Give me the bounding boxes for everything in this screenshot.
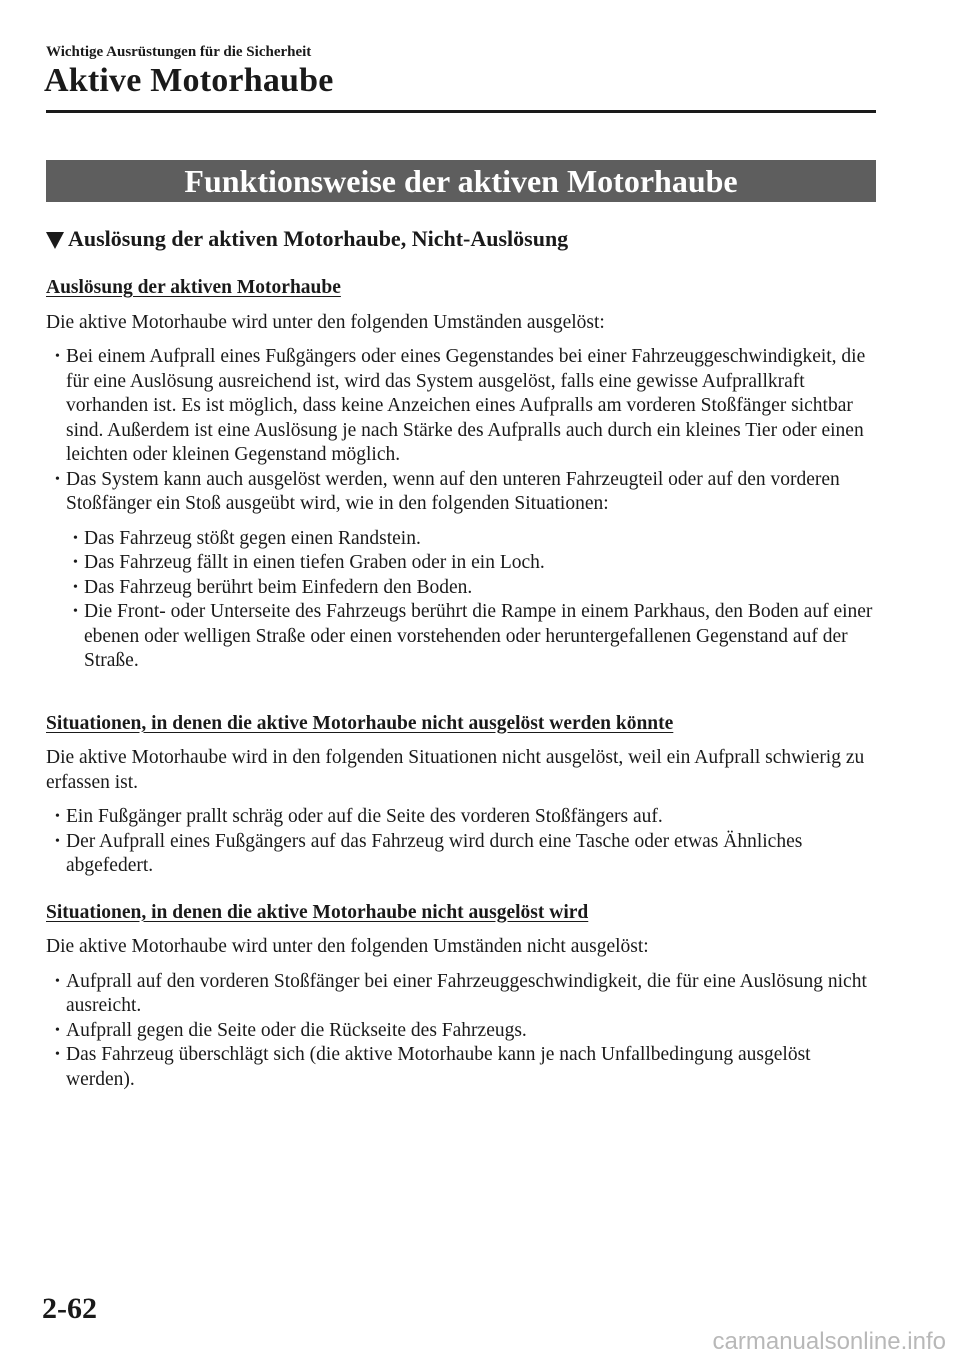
block-heading: Situationen, in denen die aktive Motorhaube nicht ausgelöst werden könnte — [46, 712, 674, 734]
list-item: • Ein Fußgänger prallt schräg oder auf die Seite des vorderen Stoßfängers auf. — [46, 805, 876, 830]
breadcrumb: Wichtige Ausrüstungen für die Sicherheit — [46, 44, 312, 60]
block-heading: Situationen, in denen die aktive Motorhaube nicht ausgelöst wird — [46, 901, 589, 923]
list-item: • Aufprall gegen die Seite oder die Rückseite des Fahrzeugs. — [46, 1019, 876, 1044]
list-item: • Das System kann auch ausgelöst werden, wenn auf den unteren Fahrzeugteil oder auf den vorderen Stoßfänger ein Stoß ausgeübt wird, wie in den folgenden Situationen: — [46, 468, 876, 517]
list-item: • Bei einem Aufprall eines Fußgängers oder eines Gegenstandes bei einer Fahrzeuggeschwindigkeit, die für eine Auslösung ausreichend ist, wird das System ausgelöst, falls eine gewisse Aufprallkraft vorhanden ist. Es ist möglich, dass keine Anzeichen eines Aufpralls am vorderen Stoßfänger sichtbar sind. Außerdem ist eine Auslösung je nach Stärke des Aufpralls auch durch ein kleines Tier oder einen leichten oder kleinen Gegenstand möglich. — [46, 345, 876, 468]
section-banner: Funktionsweise der aktiven Motorhaube — [46, 160, 876, 202]
subsection-title: Auslösung der aktiven Motorhaube, Nicht-Auslösung — [68, 226, 569, 251]
block-intro: Die aktive Motorhaube wird in den folgenden Situationen nicht ausgelöst, weil ein Aufprall schwierig zu erfassen ist. — [46, 747, 865, 793]
list-item: • Aufprall auf den vorderen Stoßfänger bei einer Fahrzeuggeschwindigkeit, die für eine Auslösung nicht ausreicht. — [46, 970, 876, 1019]
block-intro: Die aktive Motorhaube wird unter den folgenden Umständen nicht ausgelöst: — [46, 936, 649, 957]
bullet-list — [46, 805, 876, 879]
list-item: • Das Fahrzeug überschlägt sich (die aktive Motorhaube kann je nach Unfallbedingung ausgelöst werden). — [46, 1043, 876, 1092]
list-item: • Das Fahrzeug stößt gegen einen Randstein. — [64, 527, 876, 552]
watermark: carmanualsonline.info — [712, 1328, 946, 1355]
triangle-down-icon — [46, 232, 64, 249]
sub-bullet-list — [46, 527, 876, 674]
block-heading: Auslösung der aktiven Motorhaube — [46, 277, 341, 298]
list-item: • Das Fahrzeug berührt beim Einfedern den Boden. — [64, 576, 876, 601]
bullet-list — [46, 345, 876, 517]
block-intro: Die aktive Motorhaube wird unter den folgenden Umständen ausgelöst: — [46, 311, 605, 333]
list-item: • Das Fahrzeug fällt in einen tiefen Graben oder in ein Loch. — [64, 551, 876, 576]
header-divider — [46, 110, 876, 113]
page-content — [46, 276, 876, 1092]
list-item: • Der Aufprall eines Fußgängers auf das Fahrzeug wird durch eine Tasche oder etwas Ähnliches abgefedert. — [46, 830, 876, 879]
chapter-title: Aktive Motorhaube — [44, 62, 334, 99]
list-item: • Die Front- oder Unterseite des Fahrzeugs berührt die Rampe in einem Parkhaus, den Boden auf einer ebenen oder welligen Straße oder einen vorstehenden oder heruntergefallenen Gegenstand auf der Straße. — [64, 600, 876, 674]
subsection-heading — [46, 226, 568, 252]
page-number: 2-62 — [42, 1292, 97, 1325]
bullet-list — [46, 970, 876, 1093]
